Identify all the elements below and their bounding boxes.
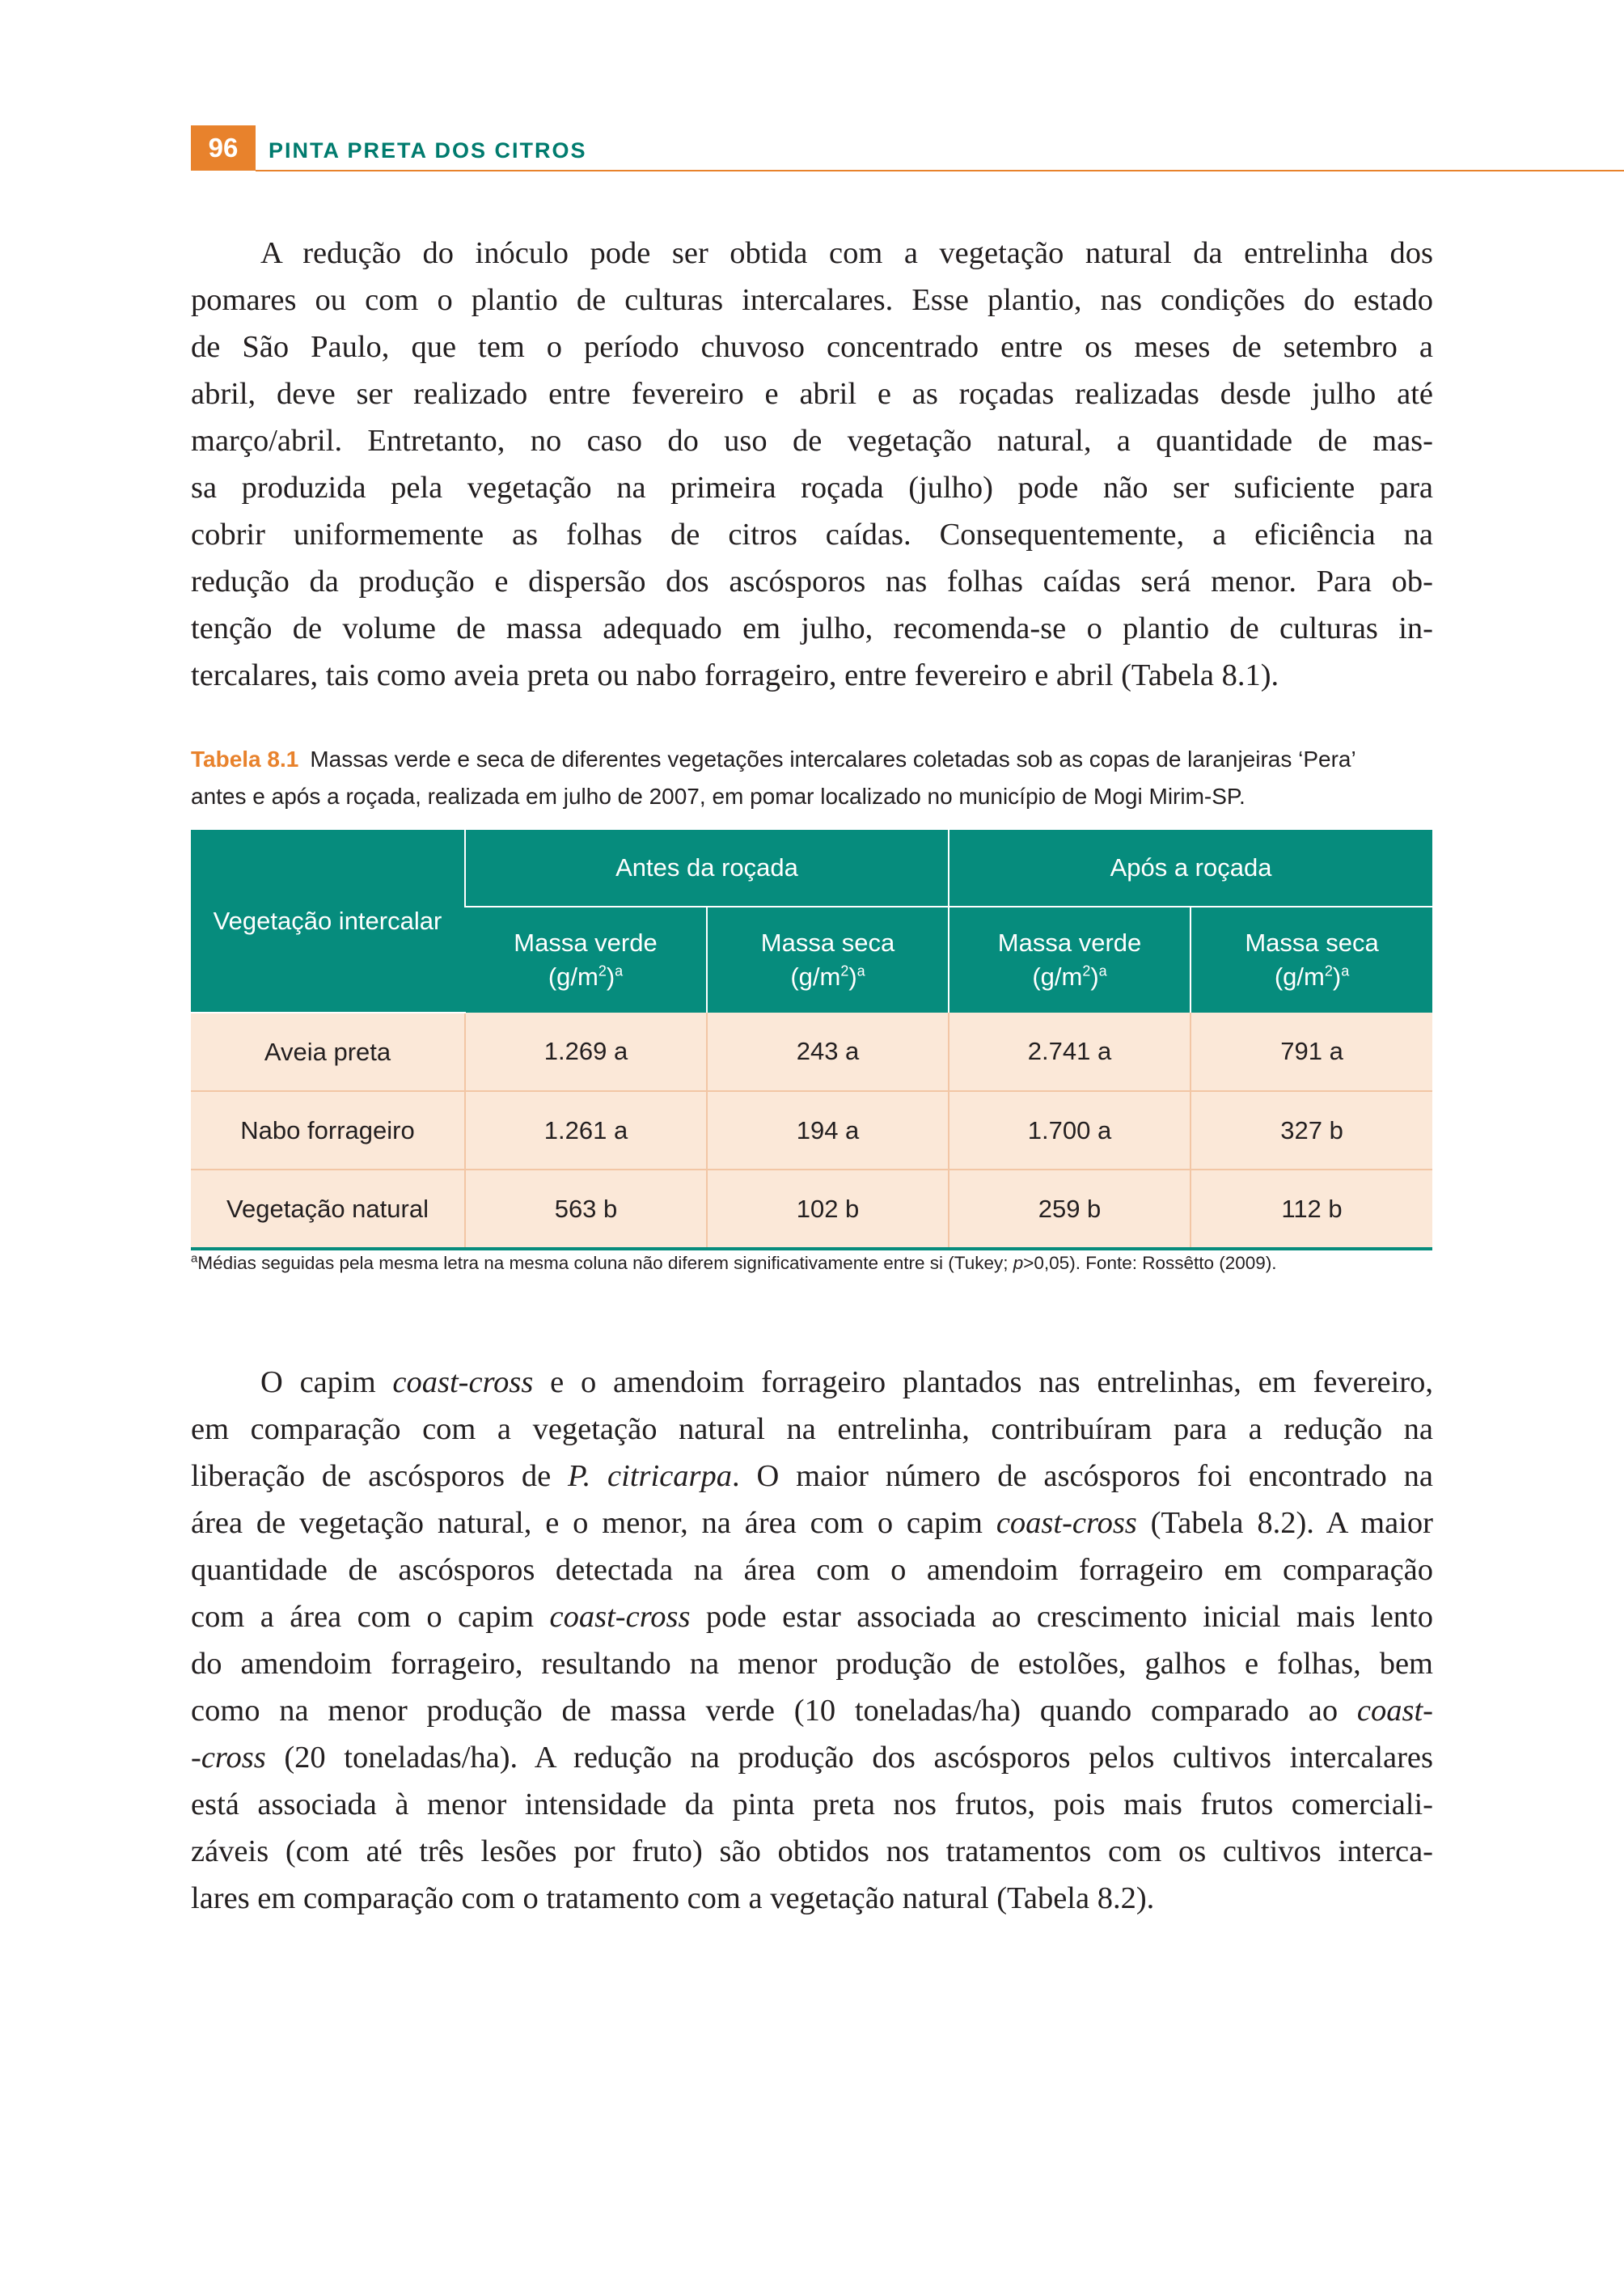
table-cell: 1.700 a [949,1091,1191,1170]
paragraph-1-line: tenção de volume de massa adequado em julho, recomenda-se o plantio de culturas in- [191,611,1433,645]
table-caption [191,741,1436,815]
paragraph-2-line: do amendoim forrageiro, resultando na menor produção de estolões, galhos e folhas, bem [191,1647,1433,1681]
table-row [191,1091,1432,1170]
table-footnote: $^a$Médias seguidas pela mesma letra na mesma coluna não diferem significativamente entre si (Tukey; p>0,05). Fonte: Rossêtto (2009). [191,1251,1277,1273]
group-header-before: Antes da roçada [465,830,949,907]
table-cell: Vegetação natural [191,1170,465,1249]
paragraph-1-line: de São Paulo, que tem o período chuvoso concentrado entre os meses de setembro a [191,330,1433,364]
paragraph-2-line: em comparação com a vegetação natural na entrelinha, contribuíram para a redução na [191,1412,1433,1446]
paragraph-1-line: sa produzida pela vegetação na primeira roçada (julho) pode não ser suficiente para [191,471,1433,505]
paragraph-1 [191,230,1433,699]
table-cell: 259 b [949,1170,1191,1249]
paragraph-1-line: março/abril. Entretanto, no caso do uso de vegetação natural, a quantidade de mas- [191,424,1433,458]
table-cell: 2.741 a [949,1013,1191,1091]
table-row [191,1170,1432,1249]
table-cell: 563 b [465,1170,707,1249]
column-header: Massa verde $(g/m^2)^a$ [949,907,1191,1013]
table-cell: Aveia preta [191,1013,465,1091]
paragraph-2-line: área de vegetação natural, e o menor, na área com o capim coast-cross (Tabela 8.2). A maior [191,1506,1433,1540]
paragraph-2-line: quantidade de ascósporos detectada na área com o amendoim forrageiro em comparação [191,1553,1433,1587]
table-cell: 194 a [707,1091,949,1170]
paragraph-1-line: pomares ou com o plantio de culturas intercalares. Esse plantio, nas condições do estado [191,283,1433,317]
running-header [191,125,1624,171]
paragraph-2-line: com a área com o capim coast-cross pode estar associada ao crescimento inicial mais lento [191,1600,1433,1634]
table-cell: 112 b [1191,1170,1432,1249]
paragraph-2-line: lares em comparação com o tratamento com a vegetação natural (Tabela 8.2). [191,1881,1155,1915]
column-header: Massa seca $(g/m^2)^a$ [1191,907,1432,1013]
table-cell: 791 a [1191,1013,1432,1091]
table-cell: 1.269 a [465,1013,707,1091]
data-table [191,830,1432,1250]
paragraph-2-line: O capim coast-cross e o amendoim forrageiro plantados nas entrelinhas, em fevereiro, [260,1365,1433,1399]
header-rule [256,170,1624,171]
row-header-cell: Vegetação intercalar [191,830,465,1013]
page-number: 96 [191,125,256,171]
running-title: PINTA PRETA DOS CITROS [269,138,587,163]
paragraph-2 [191,1359,1433,1922]
column-header: Massa verde $(g/m^2)^a$ [465,907,707,1013]
paragraph-2-line: como na menor produção de massa verde (10 toneladas/ha) quando comparado ao coast- [191,1694,1433,1728]
paragraph-1-line: redução da produção e dispersão dos ascósporos nas folhas caídas será menor. Para ob- [191,565,1433,599]
table-caption-text: Massas verde e seca de diferentes vegetações intercalares coletadas sob as copas de laranjeiras ‘Pera’ [310,747,1356,772]
table-caption-label: Tabela 8.1 [191,747,299,772]
paragraph-1-line: abril, deve ser realizado entre fevereiro e abril e as roçadas realizadas desde julho até [191,377,1433,411]
table-cell: 1.261 a [465,1091,707,1170]
table-caption-text: antes e após a roçada, realizada em julho de 2007, em pomar localizado no município de Mogi Mirim-SP. [191,784,1245,809]
paragraph-1-line: cobrir uniformemente as folhas de citros caídas. Consequentemente, a eficiência na [191,518,1433,552]
table-cell: 243 a [707,1013,949,1091]
group-header-after: Após a roçada [949,830,1432,907]
paragraph-2-line: está associada à menor intensidade da pinta preta nos frutos, pois mais frutos comerciali- [191,1787,1433,1821]
paragraph-1-line: A redução do inóculo pode ser obtida com a vegetação natural da entrelinha dos [260,236,1433,270]
column-header: Massa seca $(g/m^2)^a$ [707,907,949,1013]
table-cell: 102 b [707,1170,949,1249]
paragraph-2-line: liberação de ascósporos de P. citricarpa. O maior número de ascósporos foi encontrado na [191,1459,1433,1493]
table-cell: 327 b [1191,1091,1432,1170]
paragraph-2-line: -cross (20 toneladas/ha). A redução na produção dos ascósporos pelos cultivos intercalares [191,1741,1433,1775]
table-cell: Nabo forrageiro [191,1091,465,1170]
paragraph-2-line: záveis (com até três lesões por fruto) são obtidos nos tratamentos com os cultivos interca- [191,1834,1433,1868]
paragraph-1-line: tercalares, tais como aveia preta ou nabo forrageiro, entre fevereiro e abril (Tabela 8.1). [191,658,1279,692]
table-row [191,1013,1432,1091]
